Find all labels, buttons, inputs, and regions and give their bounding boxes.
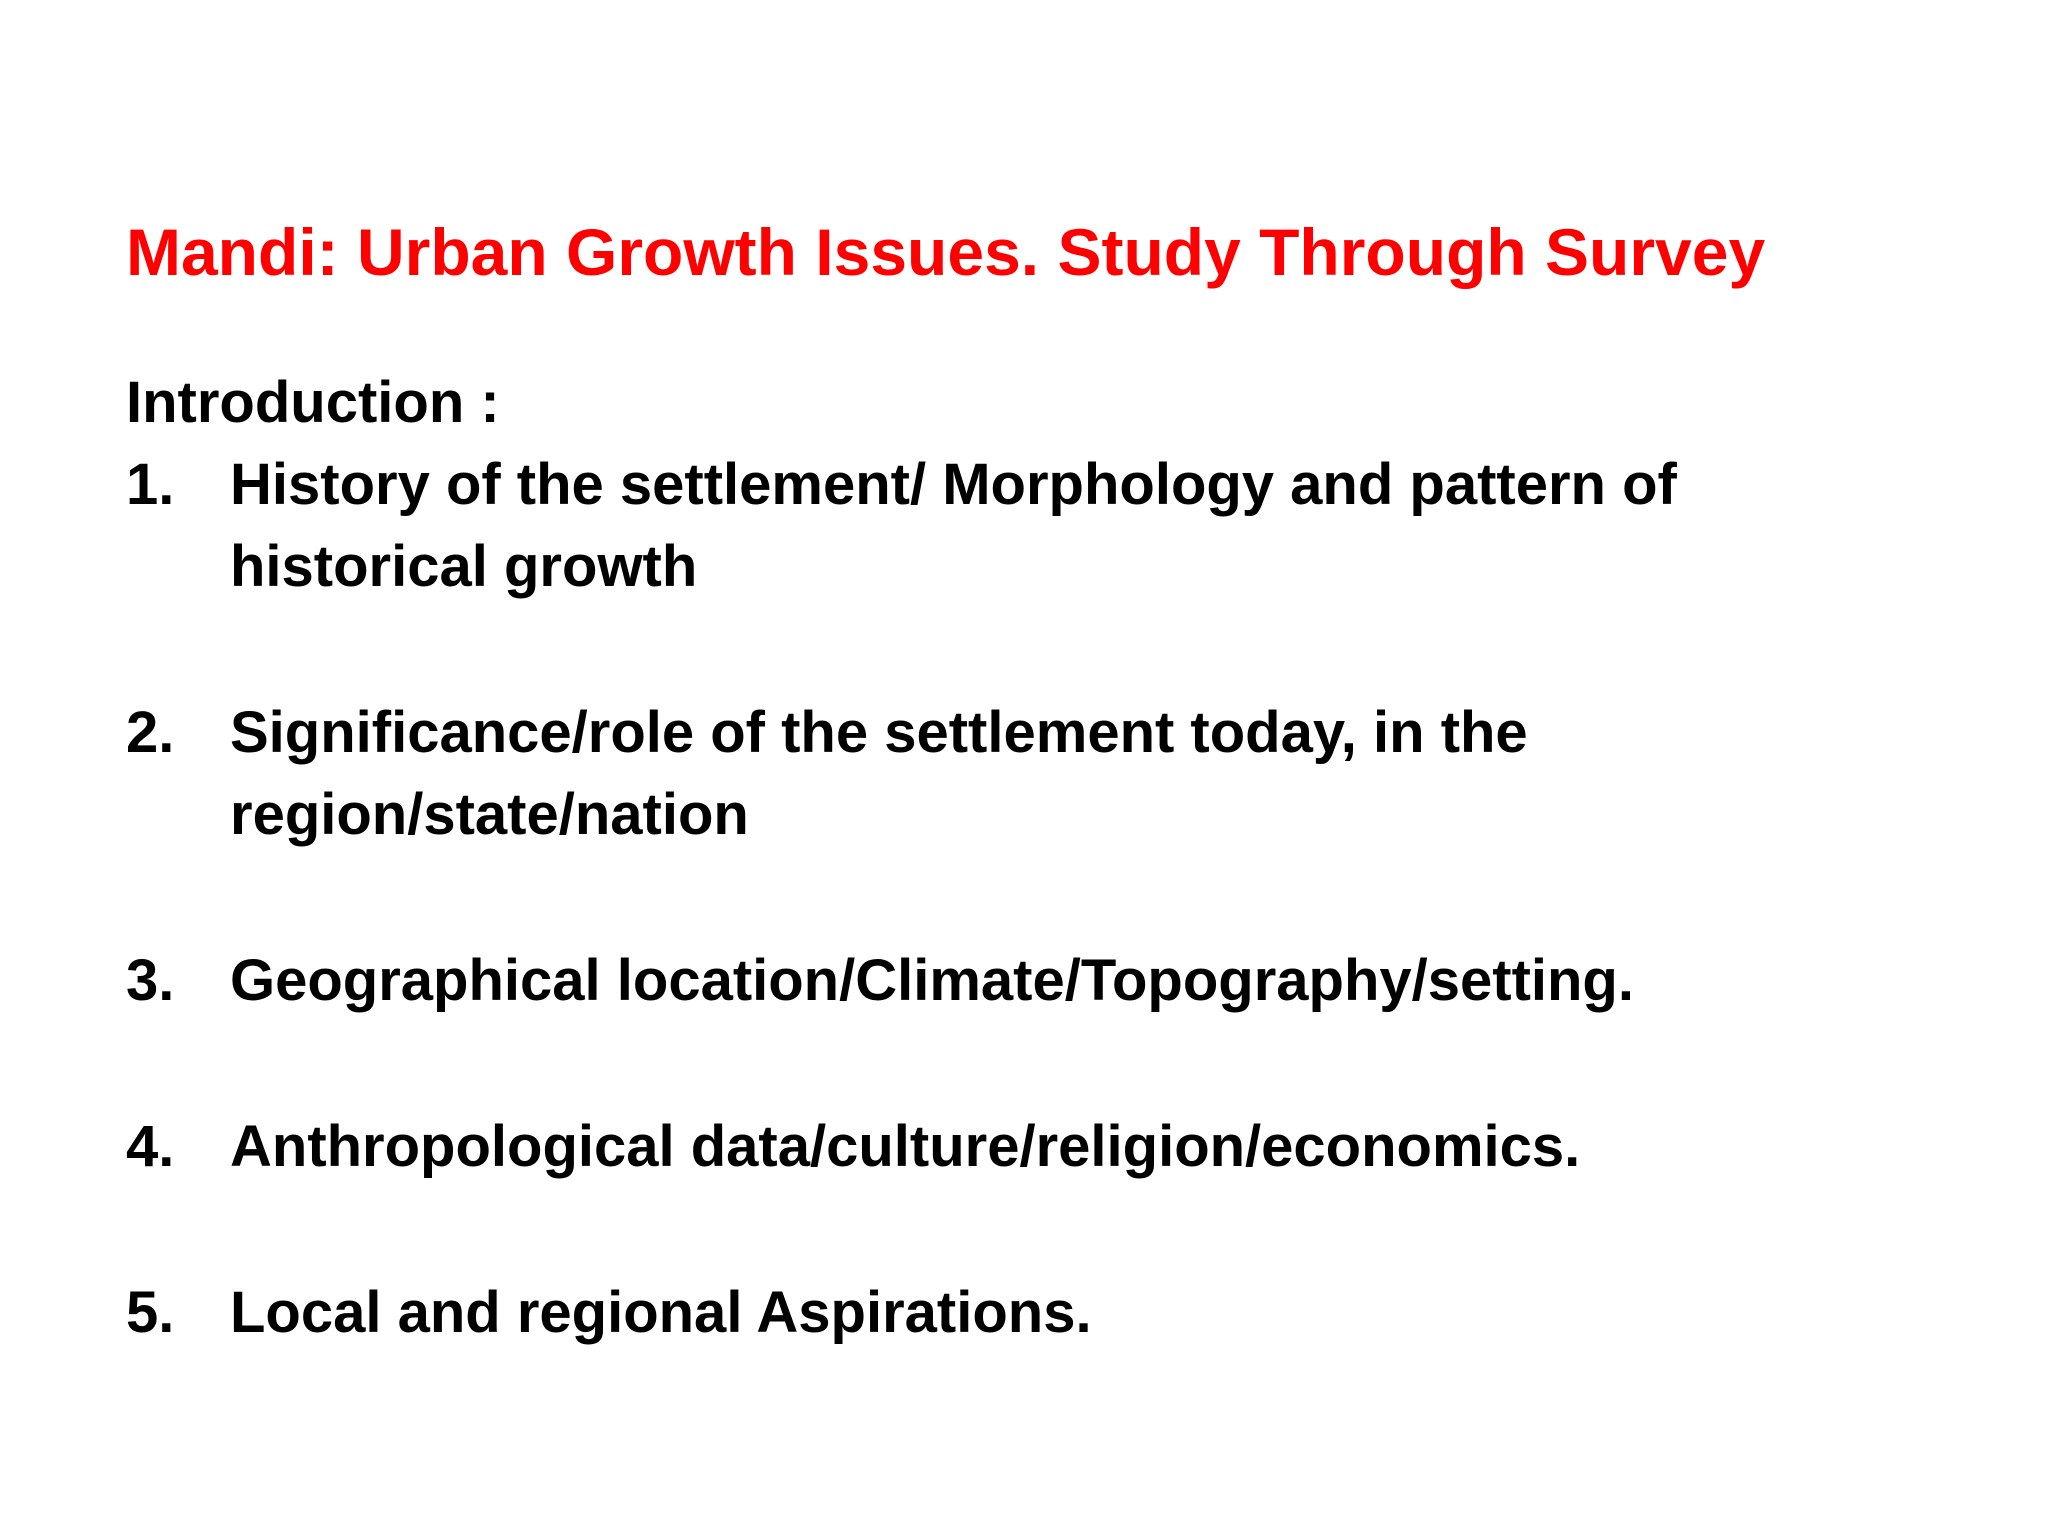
list-item-text: Significance/role of the settlement today, in the region/state/nation (230, 700, 1528, 847)
list-item-number: 4. (126, 1114, 175, 1179)
list-item-number: 2. (126, 700, 175, 765)
list-item-text: Local and regional Aspirations. (230, 1280, 1092, 1345)
slide-title: Mandi: Urban Growth Issues. Study Through Survey (126, 215, 1766, 289)
intro-heading: Introduction : (126, 370, 500, 435)
list-item-number: 1. (126, 452, 175, 517)
numbered-list (126, 444, 1946, 1354)
list-item-number: 3. (126, 948, 175, 1013)
list-item-text: Geographical location/Climate/Topography/setting. (230, 948, 1634, 1013)
list-item (126, 1272, 1946, 1354)
list-item-text: Anthropological data/culture/religion/economics. (230, 1114, 1581, 1179)
list-item-text: History of the settlement/ Morphology and pattern of historical growth (230, 452, 1677, 599)
list-item (126, 692, 1946, 856)
list-item (126, 444, 1946, 608)
list-item (126, 940, 1946, 1022)
list-item (126, 1106, 1946, 1188)
list-item-number: 5. (126, 1280, 175, 1345)
slide-body (126, 362, 1946, 1354)
